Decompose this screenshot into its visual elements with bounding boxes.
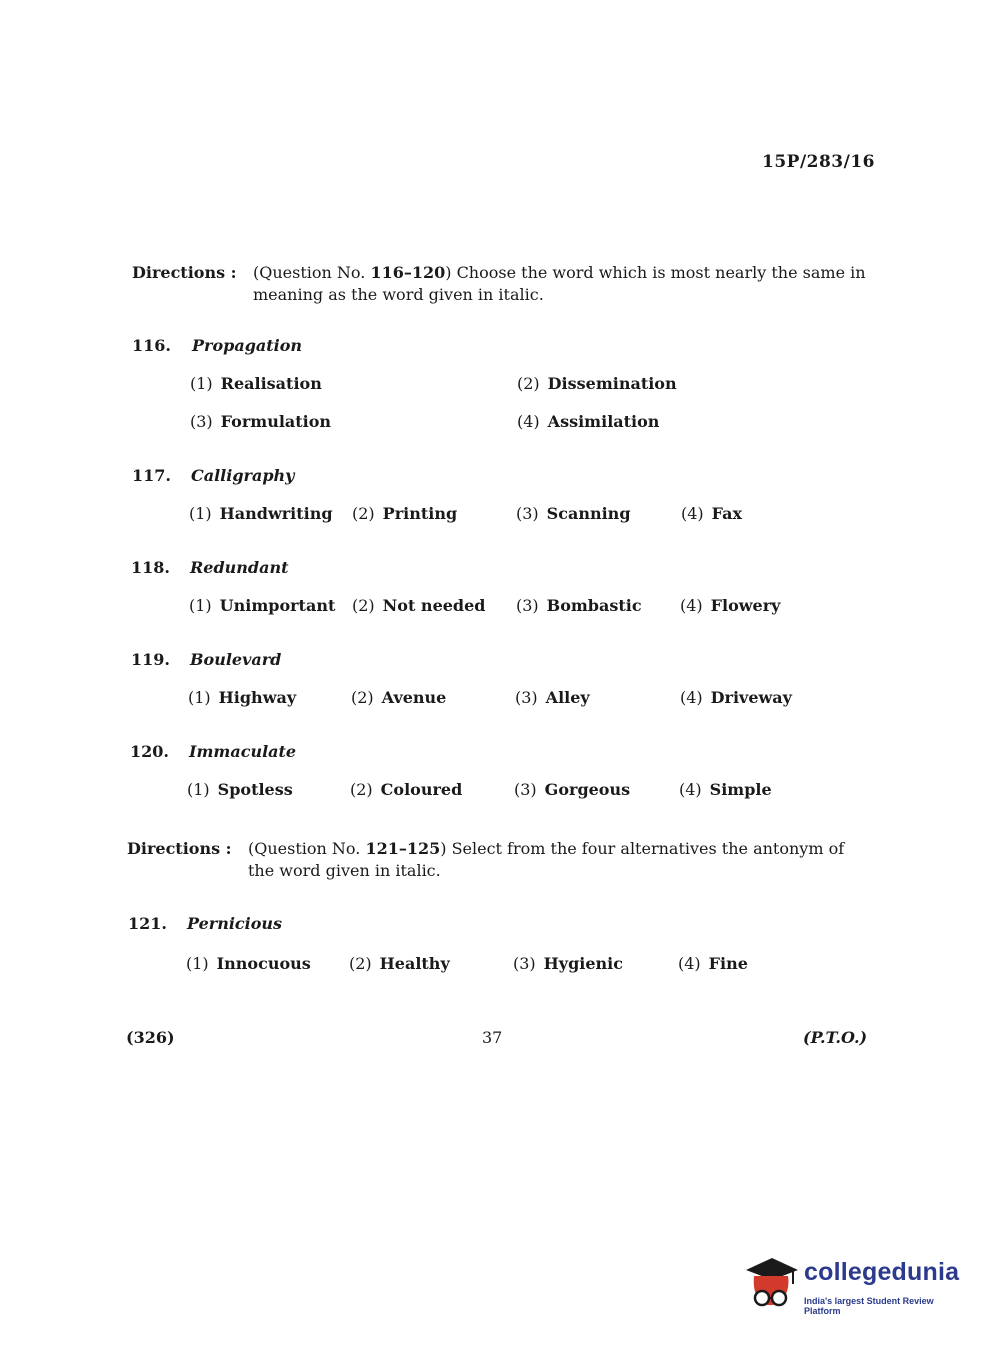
option-2[interactable]: (2) Printing bbox=[352, 504, 458, 523]
directions-label: Directions : bbox=[132, 263, 237, 282]
directions-text: (Question No. 121–125) Select from the four alternatives the antonym of the word given in italic. bbox=[248, 839, 845, 880]
page-number: 37 bbox=[482, 1028, 503, 1047]
option-1[interactable]: (1) Unimportant bbox=[189, 596, 336, 615]
question-number: 116. bbox=[132, 336, 171, 355]
logo-tagline: India's largest Student Review Platform bbox=[804, 1296, 934, 1316]
directions-text: (Question No. 116–120) Choose the word which is most nearly the same in meaning as the word given in italic. bbox=[253, 263, 866, 304]
directions-label: Directions : bbox=[127, 839, 232, 858]
option-3[interactable]: (3) Formulation bbox=[190, 412, 332, 431]
option-1[interactable]: (1) Innocuous bbox=[186, 954, 311, 973]
option-3[interactable]: (3) Gorgeous bbox=[514, 780, 631, 799]
graduation-cap-mascot-icon bbox=[742, 1252, 800, 1314]
option-4[interactable]: (4) Simple bbox=[679, 780, 772, 799]
logo-wordmark: collegedunia bbox=[804, 1258, 960, 1286]
question-number: 120. bbox=[130, 742, 169, 761]
question-number: 121. bbox=[128, 914, 167, 933]
option-3[interactable]: (3) Hygienic bbox=[513, 954, 623, 973]
option-3[interactable]: (3) Alley bbox=[515, 688, 590, 707]
option-2[interactable]: (2) Healthy bbox=[349, 954, 450, 973]
option-4[interactable]: (4) Driveway bbox=[680, 688, 792, 707]
question-word: Boulevard bbox=[190, 650, 282, 669]
collegedunia-logo bbox=[742, 1252, 972, 1318]
question-word: Redundant bbox=[190, 558, 289, 577]
footer-booklet-number: (326) bbox=[126, 1028, 175, 1047]
option-2[interactable]: (2) Coloured bbox=[350, 780, 463, 799]
option-1[interactable]: (1) Handwriting bbox=[189, 504, 333, 523]
question-number: 118. bbox=[131, 558, 170, 577]
option-1[interactable]: (1) Realisation bbox=[190, 374, 322, 393]
question-number: 119. bbox=[131, 650, 170, 669]
option-2[interactable]: (2) Not needed bbox=[352, 596, 486, 615]
paper-code: 15P/283/16 bbox=[762, 152, 876, 172]
option-4[interactable]: (4) Fax bbox=[681, 504, 743, 523]
option-4[interactable]: (4) Assimilation bbox=[517, 412, 660, 431]
option-4[interactable]: (4) Fine bbox=[678, 954, 748, 973]
question-word: Pernicious bbox=[187, 914, 283, 933]
footer-pto: (P.T.O.) bbox=[803, 1028, 868, 1047]
directions-block-1 bbox=[132, 262, 892, 308]
option-2[interactable]: (2) Dissemination bbox=[517, 374, 677, 393]
option-2[interactable]: (2) Avenue bbox=[351, 688, 447, 707]
question-word: Calligraphy bbox=[191, 466, 295, 485]
option-4[interactable]: (4) Flowery bbox=[680, 596, 781, 615]
directions-block-2 bbox=[127, 838, 887, 884]
option-3[interactable]: (3) Scanning bbox=[516, 504, 631, 523]
question-number: 117. bbox=[132, 466, 171, 485]
option-1[interactable]: (1) Highway bbox=[188, 688, 297, 707]
question-word: Immaculate bbox=[189, 742, 297, 761]
option-3[interactable]: (3) Bombastic bbox=[516, 596, 642, 615]
question-word: Propagation bbox=[192, 336, 303, 355]
option-1[interactable]: (1) Spotless bbox=[187, 780, 293, 799]
